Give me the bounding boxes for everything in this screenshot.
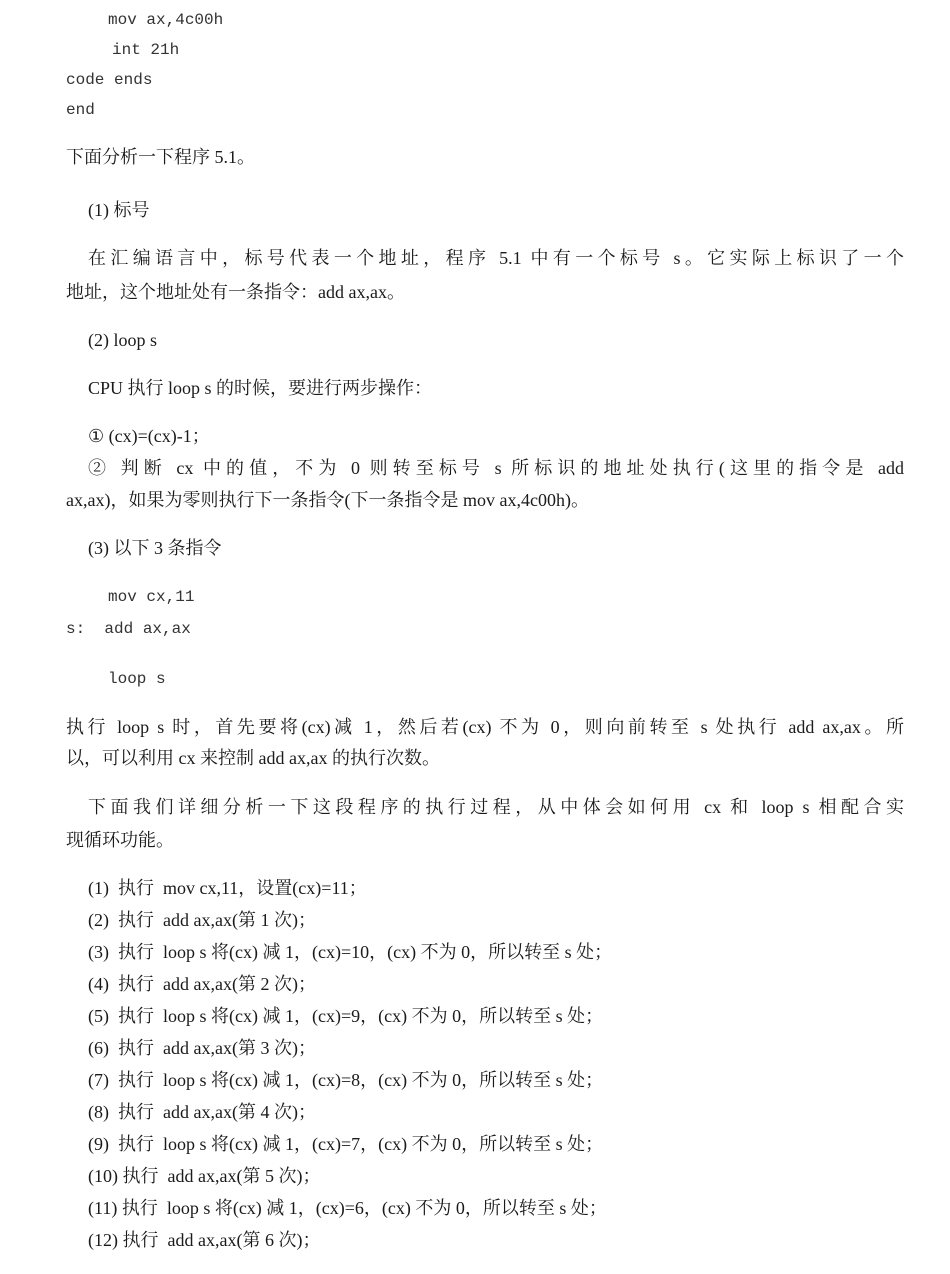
paragraph-line: 下面我们详细分析一下这段程序的执行过程，从中体会如何用 cx 和 loop s 相配合实 [88, 797, 904, 817]
section-heading: (2) loop s [88, 330, 157, 350]
section-heading: (3) 以下 3 条指令 [88, 538, 222, 558]
intro-text: 下面分析一下程序 5.1。 [66, 147, 255, 167]
list-item: (7) 执行 loop s 将(cx) 减 1，(cx)=8，(cx) 不为 0，所以转至 s 处； [88, 1070, 604, 1090]
list-item: (12) 执行 add ax,ax(第 6 次)； [88, 1230, 321, 1250]
list-item: (11) 执行 loop s 将(cx) 减 1，(cx)=6，(cx) 不为 0，所以转至 s 处； [88, 1198, 607, 1218]
code-line: s: add ax,ax [66, 620, 191, 638]
list-item: (8) 执行 add ax,ax(第 4 次)； [88, 1102, 316, 1122]
paragraph-line: 在汇编语言中，标号代表一个地址，程序 5.1 中有一个标号 s。它实际上标识了一个 [88, 248, 904, 268]
list-item: (3) 执行 loop s 将(cx) 减 1，(cx)=10，(cx) 不为 0，所以转至 s 处； [88, 942, 613, 962]
list-item: (4) 执行 add ax,ax(第 2 次)； [88, 974, 316, 994]
code-line: end [66, 101, 95, 119]
list-item: (10) 执行 add ax,ax(第 5 次)； [88, 1166, 321, 1186]
paragraph-line: 现循环功能。 [66, 830, 174, 850]
step-line: ① (cx)=(cx)-1； [88, 426, 210, 446]
paragraph-line: CPU 执行 loop s 的时候，要进行两步操作： [88, 378, 433, 398]
code-line: loop s [108, 670, 166, 688]
paragraph-line: 执行 loop s 时，首先要将(cx)减 1，然后若(cx) 不为 0，则向前转至 s 处执行 add ax,ax。所 [66, 717, 904, 737]
code-line: mov ax,4c00h [108, 11, 224, 29]
list-item: (1) 执行 mov cx,11，设置(cx)=11； [88, 878, 367, 898]
step-line: ② 判断 cx 中的值，不为 0 则转至标号 s 所标识的地址处执行(这里的指令是 add [88, 458, 904, 478]
section-heading: (1) 标号 [88, 200, 150, 220]
paragraph-line: 地址，这个地址处有一条指令：add ax,ax。 [66, 282, 405, 302]
list-item: (6) 执行 add ax,ax(第 3 次)； [88, 1038, 316, 1058]
paragraph-line: 以，可以利用 cx 来控制 add ax,ax 的执行次数。 [66, 748, 440, 768]
code-line: mov cx,11 [108, 588, 195, 606]
list-item: (5) 执行 loop s 将(cx) 减 1，(cx)=9，(cx) 不为 0，所以转至 s 处； [88, 1006, 604, 1026]
code-line: code ends [66, 71, 153, 89]
list-item: (2) 执行 add ax,ax(第 1 次)； [88, 910, 316, 930]
code-line: int 21h [112, 41, 180, 59]
step-line: ax,ax)，如果为零则执行下一条指令(下一条指令是 mov ax,4c00h)。 [66, 490, 589, 510]
list-item: (9) 执行 loop s 将(cx) 减 1，(cx)=7，(cx) 不为 0，所以转至 s 处； [88, 1134, 604, 1154]
